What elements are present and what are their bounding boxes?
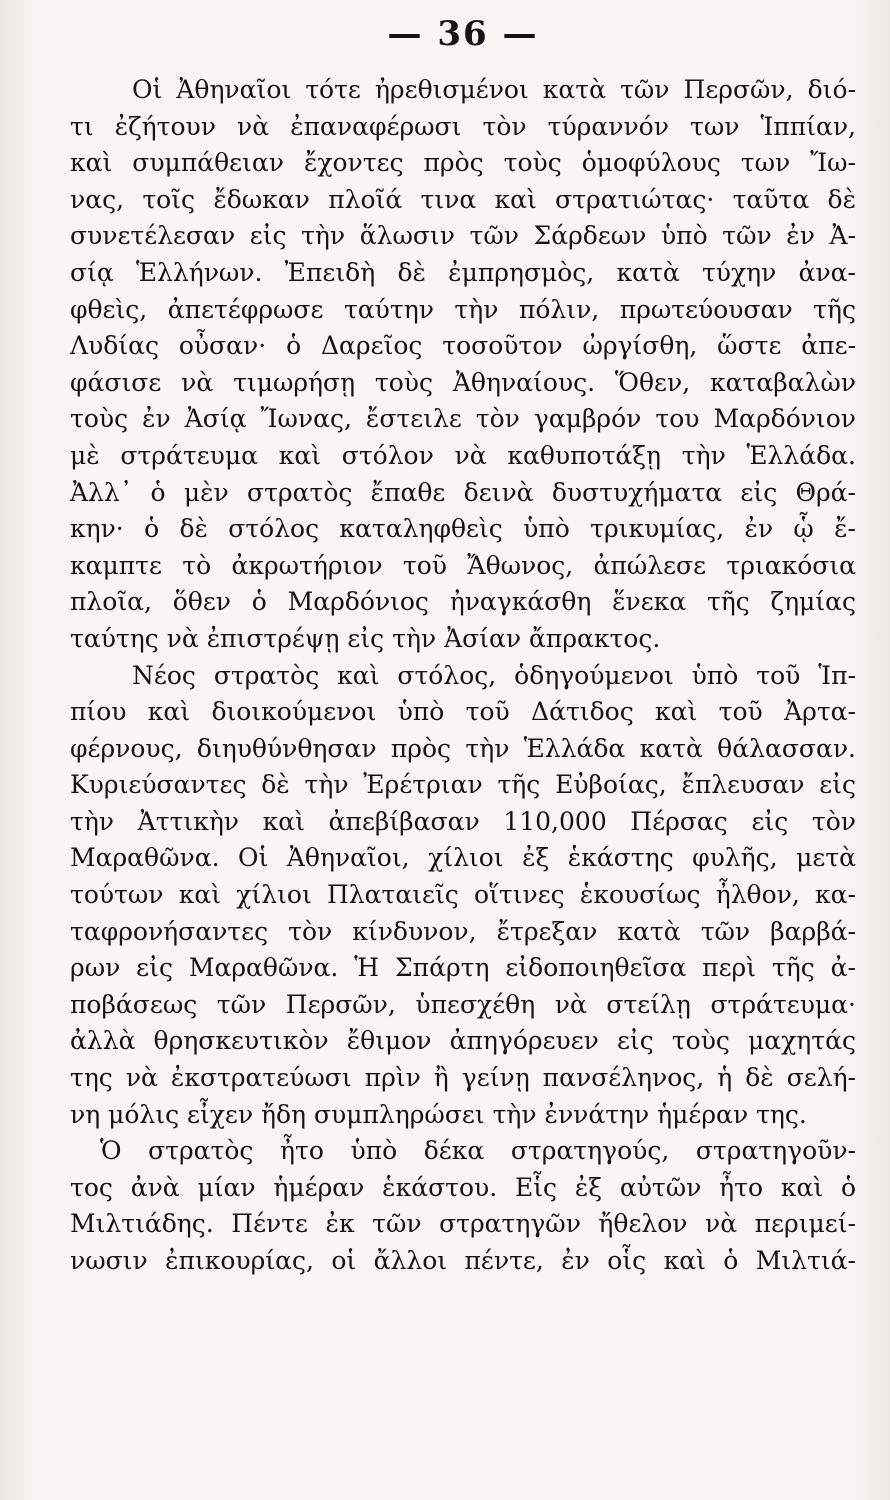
text-line: φέρνους, διηυθύνθησαν πρὸς τὴν Ἑλλάδα κατὰ θάλασσαν. [70,733,856,763]
text-line: τι ἐζήτουν νὰ ἐπαναφέρωσι τὸν τύραννόν των Ἱππίαν, [70,111,856,141]
paragraph-3 [70,1133,856,1279]
text-line: Μιλτιάδης. Πέντε ἐκ τῶν στρατηγῶν ἤθελον νὰ περιμεί- [70,1209,856,1239]
text-line: Λυδίας οὖσαν· ὁ Δαρεῖος τοσοῦτον ὠργίσθη, ὥστε ἀπε- [70,331,856,361]
text-line: νας, τοῖς ἔδωκαν πλοῖά τινα καὶ στρατιώτας· ταῦτα δὲ [70,184,856,214]
text-line: ἀλλὰ θρησκευτικὸν ἔθιμον ἀπηγόρευεν εἰς τοὺς μαχητάς [70,1026,856,1056]
text-line: πλοῖα, ὅθεν ὁ Μαρδόνιος ἠναγκάσθη ἕνεκα τῆς ζημίας [70,587,856,617]
text-line: της νὰ ἐκστρατεύωσι πρὶν ἢ γείνῃ πανσέληνος, ἡ δὲ σελή- [70,1063,856,1093]
text-line: σίᾳ Ἑλλήνων. Ἐπειδὴ δὲ ἐμπρησμὸς, κατὰ τύχην ἀνα- [70,257,856,287]
text-line: ποβάσεως τῶν Περσῶν, ὑπεσχέθη νὰ στείλῃ στράτευμα· [70,989,856,1019]
text-line: τούτων καὶ χίλιοι Πλαταιεῖς οἵτινες ἑκουσίως ἦλθον, κα- [70,880,856,910]
text-line: νωσιν ἐπικουρίας, οἱ ἄλλοι πέντε, ἐν οἷς καὶ ὁ Μιλτιά- [70,1246,856,1275]
text-line: συνετέλεσαν εἰς τὴν ἅλωσιν τῶν Σάρδεων ὑπὸ τῶν ἐν Ἀ- [70,221,856,251]
text-line: Ἀλλ᾽ ὁ μὲν στρατὸς ἔπαθε δεινὰ δυστυχήματα εἰς Θρά- [70,477,856,507]
text-line: τος ἀνὰ μίαν ἡμέραν ἑκάστου. Εἷς ἐξ αὐτῶν ἦτο καὶ ὁ [70,1172,856,1202]
text-line: Μαραθῶνα. Οἱ Ἀθηναῖοι, χίλιοι ἐξ ἑκάστης φυλῆς, μετὰ [70,843,856,873]
text-line: ρων εἰς Μαραθῶνα. Ἡ Σπάρτη εἰδοποιηθεῖσα περὶ τῆς ἀ- [70,953,856,983]
text-line: νη μόλις εἶχεν ἤδη συμπληρώσει τὴν ἐννάτην ἡμέραν της. [70,1099,807,1129]
text-line: Νέος στρατὸς καὶ στόλος, ὁδηγούμενοι ὑπὸ τοῦ Ἱπ- [132,660,856,690]
text-line: Ὁ στρατὸς ἦτο ὑπὸ δέκα στρατηγούς, στρατηγοῦν- [100,1136,856,1166]
text-line: κην· ὁ δὲ στόλος καταληφθεὶς ὑπὸ τρικυμίας, ἐν ᾧ ἔ- [70,514,856,544]
text-line: μὲ στράτευμα καὶ στόλον νὰ καθυποτάξῃ τὴν Ἑλλάδα. [70,440,856,470]
paragraph-1 [70,72,856,658]
text-line: τὴν Ἀττικὴν καὶ ἀπεβίβασαν 110,000 Πέρσας εἰς τὸν [70,806,856,836]
paragraph-2 [70,658,856,1134]
text-line: Κυριεύσαντες δὲ τὴν Ἐρέτριαν τῆς Εὐβοίας, ἔπλευσαν εἰς [70,770,856,800]
text-line: ταύτης νὰ ἐπιστρέψῃ εἰς τὴν Ἀσίαν ἄπρακτος. [70,623,661,653]
text-line: τοὺς ἐν Ἀσίᾳ Ἴωνας, ἔστειλε τὸν γαμβρόν του Μαρδόνιον [70,404,856,434]
text-line: καμπτε τὸ ἀκρωτήριον τοῦ Ἄθωνος, ἀπώλεσε τριακόσια [70,550,856,580]
text-line: ταφρονήσαντες τὸν κίνδυνον, ἔτρεξαν κατὰ τῶν βαρβά- [70,916,856,946]
text-line: Οἱ Ἀθηναῖοι τότε ἠρεθισμένοι κατὰ τῶν Περσῶν, διό- [132,75,856,104]
text-line: φθεὶς, ἀπετέφρωσε ταύτην τὴν πόλιν, πρωτεύουσαν τῆς [70,294,856,324]
page-number: — 36 — [387,14,539,54]
text-line: πίου καὶ διοικούμενοι ὑπὸ τοῦ Δάτιδος καὶ τοῦ Ἀρτα- [70,697,856,727]
text-line: καὶ συμπάθειαν ἔχοντες πρὸς τοὺς ὁμοφύλους των Ἴω- [70,148,856,178]
text-line: φάσισε νὰ τιμωρήσῃ τοὺς Ἀθηναίους. Ὅθεν, καταβαλὼν [70,367,856,397]
body-text [70,72,856,1280]
